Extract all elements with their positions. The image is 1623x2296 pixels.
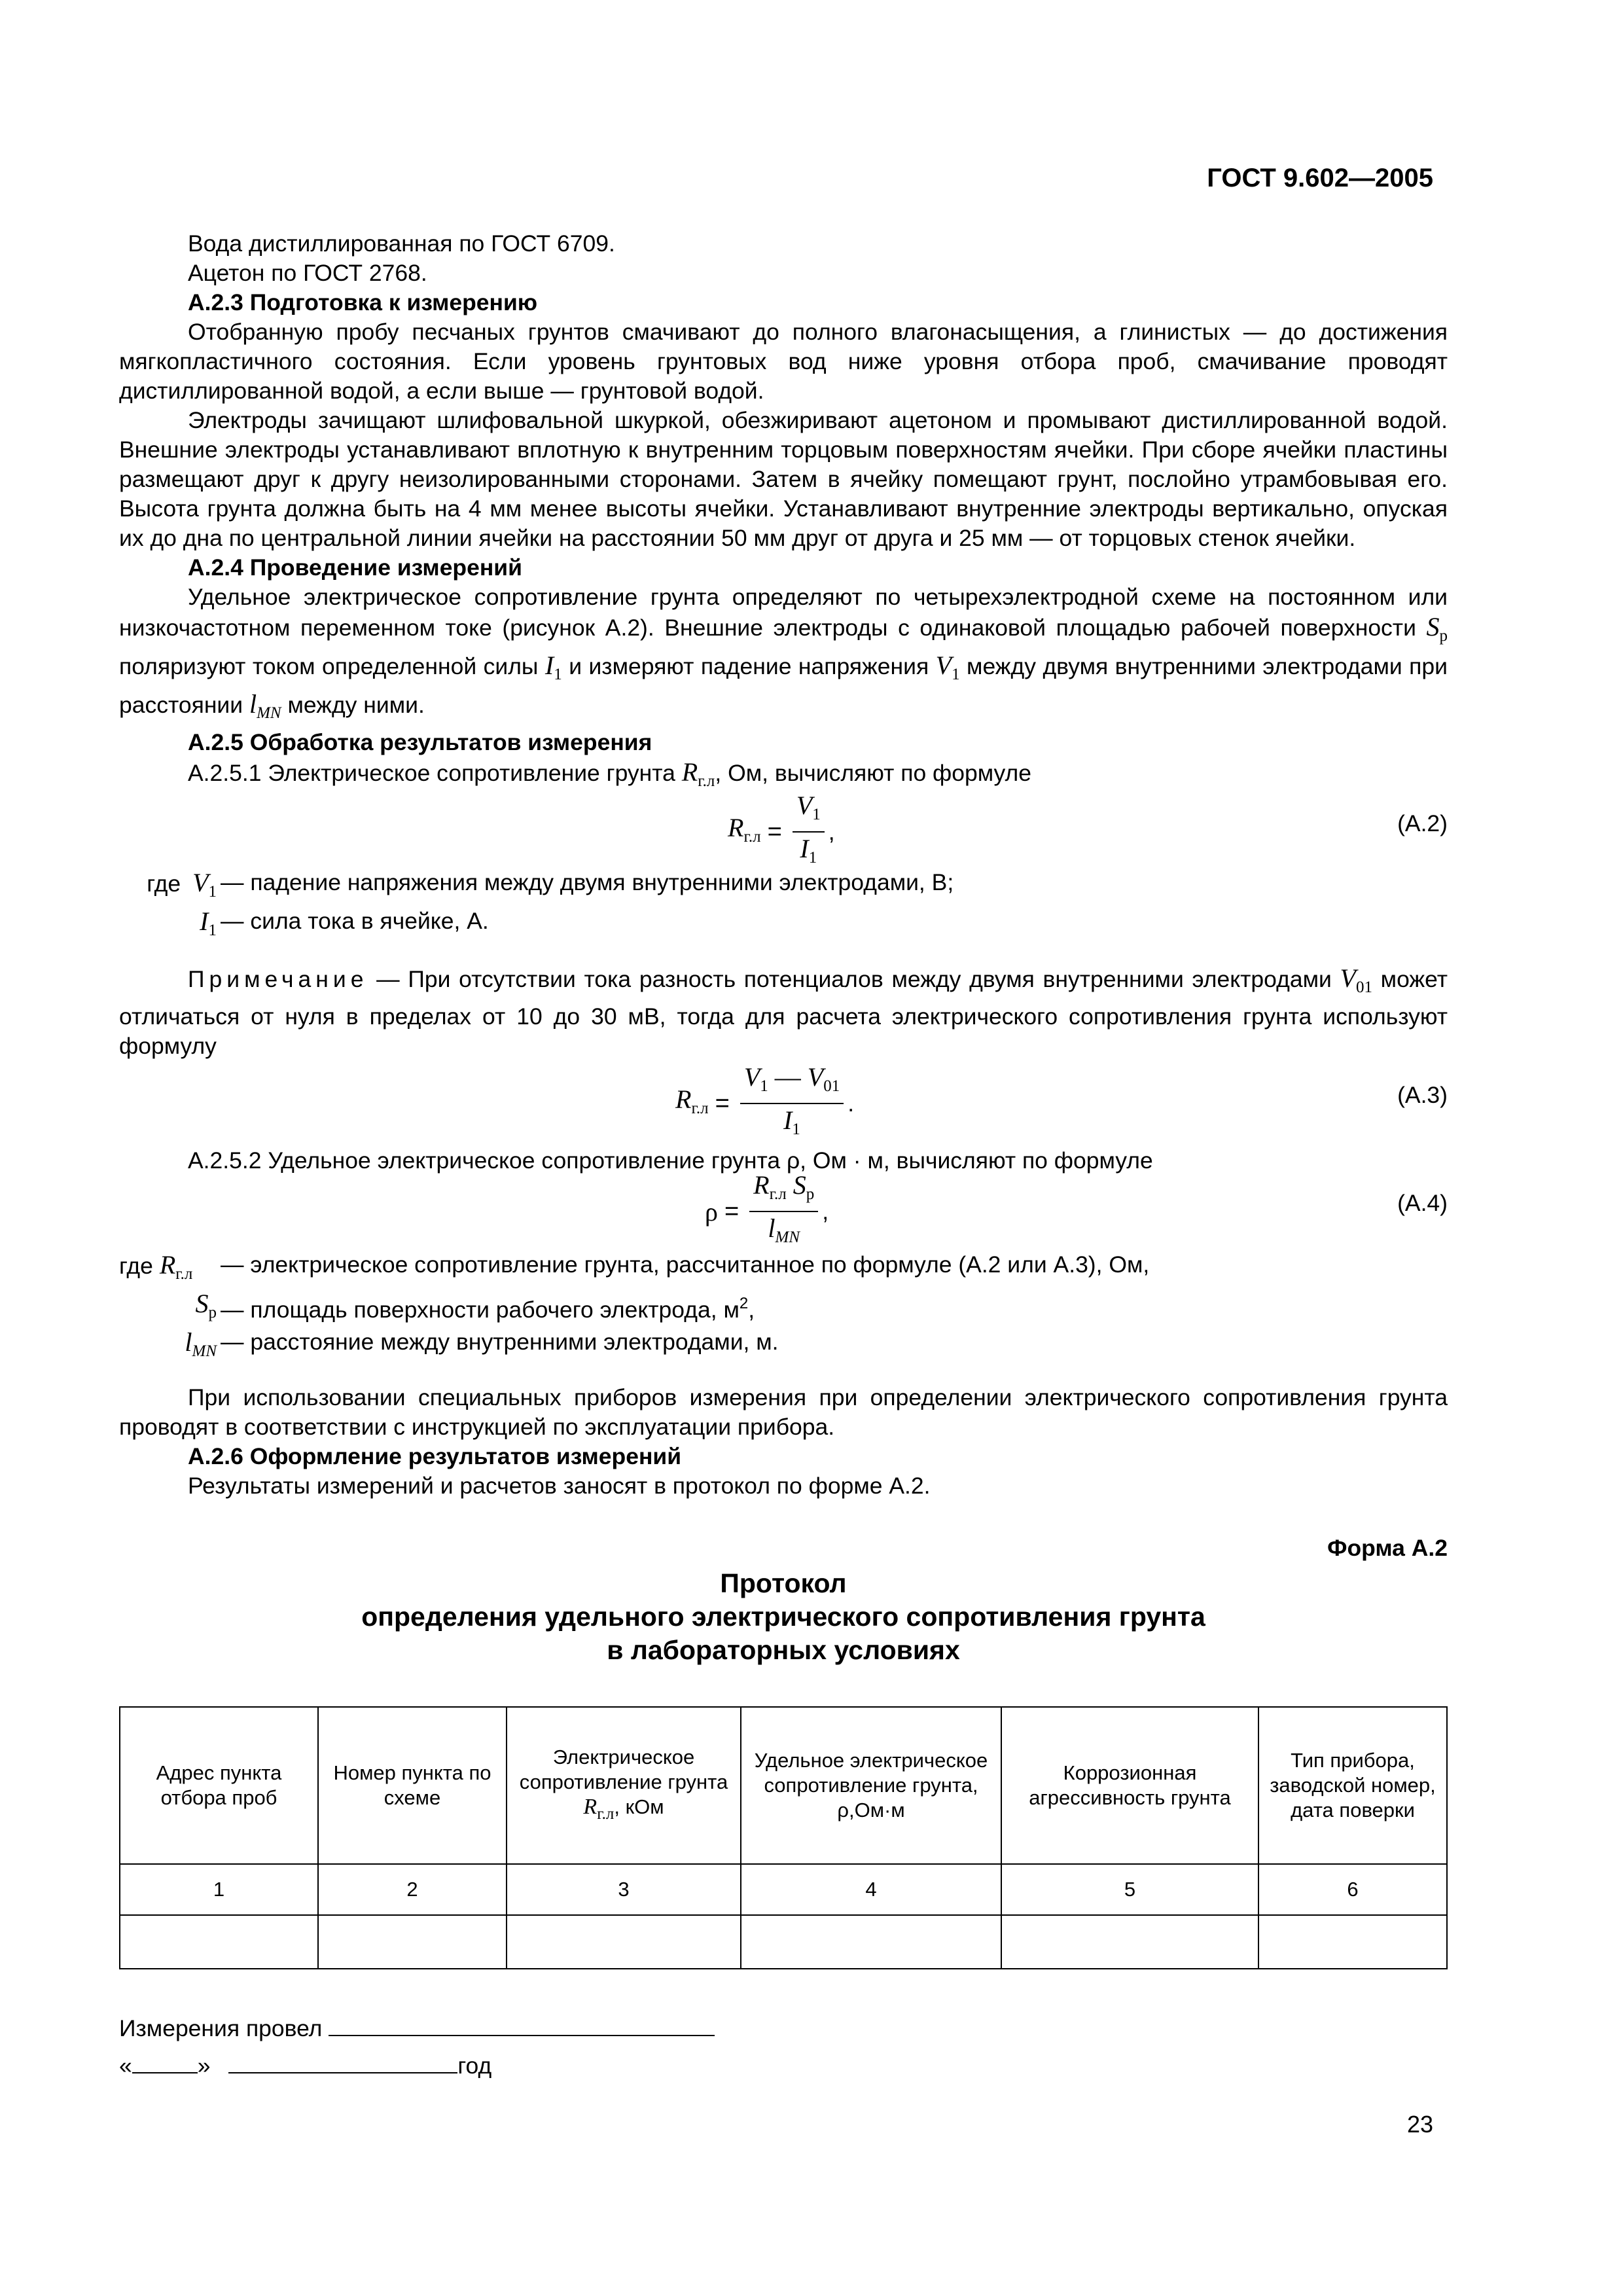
form-title-2: определения удельного электрического сопротивления грунта: [361, 1602, 1205, 1632]
form-title-1: Протокол: [720, 1568, 847, 1598]
page-number: 23: [1406, 2111, 1433, 2138]
col-number: 1: [120, 1864, 318, 1915]
doc-code: ГОСТ 9.602—2005: [1207, 164, 1433, 192]
legend-a4: где $R_{г.л}$ — электрическое сопротивление грунта, рассчитанное по формуле (А.2 или А.3), Ом, $S_р$ — площадь поверхности рабочего электрода, $м^2$, $l_{MN}$ — расстояние между внутренними электродами, м.: [119, 1250, 1448, 1366]
symbol-v1: $V_1$: [935, 651, 960, 683]
table-cell[interactable]: [120, 1915, 318, 1969]
formula-a2-number: (А.2): [1397, 810, 1448, 836]
table-cell[interactable]: [318, 1915, 507, 1969]
symbol-lmn: $l_{MN}$: [249, 689, 281, 722]
signature-block: [119, 2011, 1448, 2081]
symbol-i1: $I_1$: [544, 651, 562, 683]
formula-a4: [119, 1170, 1448, 1247]
material-water: Вода дистиллированная по ГОСТ 6709.: [188, 230, 615, 257]
formula-a2-expression: $R_{г.л}$ = $\frac{V_1}{I_1}$ ,: [728, 791, 835, 867]
formula-a3-number: (А.3): [1397, 1082, 1448, 1108]
legend-i1: — сила тока в ячейке, А.: [221, 908, 489, 934]
table-cell[interactable]: [741, 1915, 1001, 1969]
signature-field[interactable]: [329, 2011, 715, 2036]
table-header-row: [120, 1707, 1447, 1864]
heading-a25: А.2.5 Обработка результатов измерения: [188, 729, 652, 755]
para-a23-2: Электроды зачищают шлифовальной шкуркой, обезжиривают ацетоном и промывают дистиллированной водой. Внешние электроды устанавливают вплотную к внутренним торцовым поверхностям ячейки. При сборе ячейки пластины размещают друг к другу неизолированными сторонами. Затем в ячейку помещают грунт, послойно утрамбовывая его. Высота грунта должна быть на 4 мм менее высоты ячейки. Устанавливают внутренние электроды вертикально, опуская их до дна по центральной линии ячейки на расстоянии 50 мм друг от друга и 25 мм — от торцовых стенок ячейки.: [119, 407, 1448, 551]
para-a24: Удельное электрическое сопротивление грунта определяют по четырехэлектродной схеме на постоянном или низкочастотном переменном токе (рисунок А.2). Внешние электроды с одинаковой площадью рабочей поверхности $S_р$ поляризуют током определенной силы $I_1$ и измеряют падение напряжения $V_1$ между двумя внутренними электродами при расстоянии $l_{MN}$ между ними.: [119, 584, 1448, 722]
date-line: « » год: [119, 2049, 1448, 2081]
table-row: [120, 1915, 1447, 1969]
col-number: 5: [1001, 1864, 1258, 1915]
para-a252: А.2.5.2 Удельное электрическое сопротивление грунта ρ, Ом · м, вычисляют по формуле: [188, 1147, 1153, 1174]
formula-a2: [119, 791, 1448, 868]
col-header-resistance: Электрическое сопротивление грунта $R_{г.л}$, кОм: [507, 1707, 741, 1864]
col-header-specific-resistance: Удельное электрическое сопротивление грунта, ρ,Ом·м: [741, 1707, 1001, 1864]
day-field[interactable]: [132, 2049, 198, 2073]
symbol-sp: $S_р$: [1426, 612, 1448, 645]
para-a26: Результаты измерений и расчетов заносят в протокол по форме А.2.: [188, 1473, 931, 1499]
signature-line: Измерения провел: [119, 2011, 1448, 2043]
legend-v1: — падение напряжения между двумя внутренними электродами, В;: [221, 869, 954, 895]
heading-a24: А.2.4 Проведение измерений: [188, 554, 522, 581]
material-acetone: Ацетон по ГОСТ 2768.: [188, 260, 427, 286]
para-a251: А.2.5.1 Электрическое сопротивление грунта $R_{г.л}$, Ом, вычисляют по формуле: [188, 757, 1031, 790]
month-field[interactable]: [228, 2049, 457, 2073]
formula-a4-number: (А.4): [1397, 1190, 1448, 1216]
note-a25: Примечание — При отсутствии тока разность потенциалов между двумя внутренними электродами $V_{01}$ может отличаться от нуля в пределах от 10 до 30 мВ, тогда для расчета электрического сопротивления грунта используют формулу: [119, 963, 1448, 1059]
col-number: 6: [1258, 1864, 1447, 1915]
form-label: Форма А.2: [1327, 1535, 1448, 1561]
table-cell[interactable]: [1001, 1915, 1258, 1969]
table-cell[interactable]: [507, 1915, 741, 1969]
col-number: 2: [318, 1864, 507, 1915]
formula-a3: [119, 1062, 1448, 1139]
form-title-3: в лабораторных условиях: [607, 1635, 960, 1665]
col-number: 4: [741, 1864, 1001, 1915]
table-cell[interactable]: [1258, 1915, 1447, 1969]
formula-a3-expression: $R_{г.л}$ = $\frac{V_1 — V_{01}}{I_1}$ .: [675, 1062, 855, 1138]
para-a23-1: Отобранную пробу песчаных грунтов смачивают до полного влагонасыщения, а глинистых — до достижения мягкопластичного состояния. Если уровень грунтовых вод ниже уровня отбора проб, смачивание проводят дистиллированной водой, а если выше — грунтовой водой.: [119, 319, 1448, 404]
heading-a26: А.2.6 Оформление результатов измерений: [188, 1443, 682, 1469]
symbol-v01: $V_{01}$: [1340, 963, 1372, 996]
legend-sp: — площадь поверхности рабочего электрода, $м^2$,: [221, 1295, 755, 1323]
legend-a2: где $V_1$ — падение напряжения между двумя внутренними электродами, В; $I_1$ — сила тока в ячейке, А.: [119, 868, 1448, 945]
legend-rgl: — электрическое сопротивление грунта, рассчитанное по формуле (А.2 или А.3), Ом,: [221, 1251, 1150, 1278]
col-header-address: Адрес пункта отбора проб: [120, 1707, 318, 1864]
col-header-point-number: Номер пункта по схеме: [318, 1707, 507, 1864]
col-number: 3: [507, 1864, 741, 1915]
symbol-rgl: $R_{г.л}$: [681, 757, 715, 790]
table-number-row: [120, 1864, 1447, 1915]
legend-lmn: — расстояние между внутренними электродами, м.: [221, 1329, 779, 1355]
protocol-table: [119, 1706, 1448, 1969]
col-header-corrosivity: Коррозионная агрессивность грунта: [1001, 1707, 1258, 1864]
col-header-device: Тип прибора, заводской номер, дата поверки: [1258, 1707, 1447, 1864]
formula-a4-expression: ρ = $\frac{R_{г.л} S_р}{l_{MN}}$ ,: [705, 1170, 829, 1246]
heading-a23: А.2.3 Подготовка к измерению: [188, 289, 538, 315]
page-body: [119, 229, 1448, 2081]
para-a25-devices: При использовании специальных приборов измерения при определении электрического сопротивления грунта проводят в соответствии с инструкцией по эксплуатации прибора.: [119, 1384, 1448, 1440]
